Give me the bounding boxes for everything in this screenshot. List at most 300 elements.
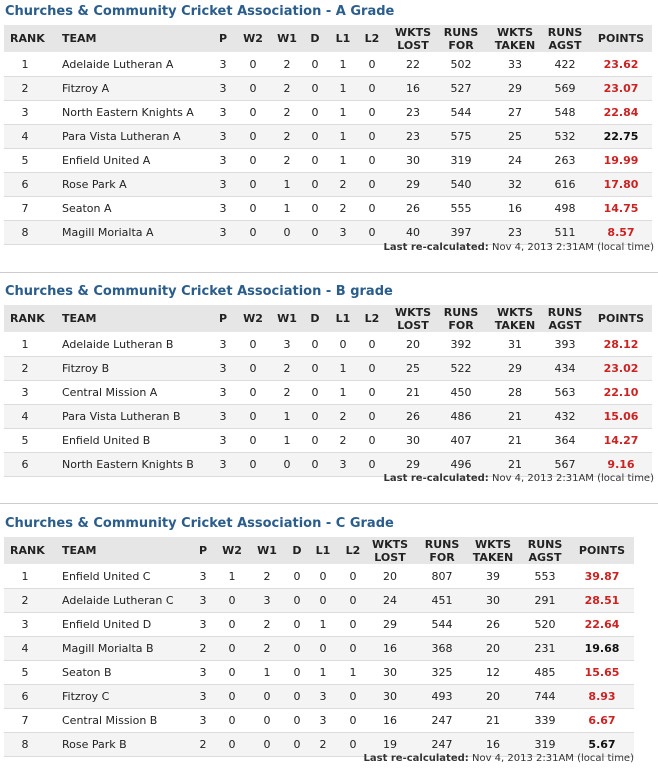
column-header-p[interactable]: P — [198, 544, 208, 557]
draw-cell: 0 — [311, 386, 319, 399]
played-cell: 3 — [219, 458, 227, 471]
draw-cell: 0 — [311, 458, 319, 471]
rank-cell: 4 — [21, 130, 29, 143]
section-title: Churches & Community Cricket Association - A Grade — [5, 4, 395, 19]
wkts-lost-cell: 23 — [406, 130, 420, 143]
column-header-runs-agst[interactable] — [525, 538, 565, 564]
w1-cell: 3 — [263, 594, 271, 607]
l1-cell: 3 — [339, 226, 347, 239]
w2-cell: 0 — [228, 666, 236, 679]
w2-cell: 0 — [249, 226, 257, 239]
w2-cell: 0 — [249, 58, 257, 71]
table-row — [4, 125, 652, 149]
points-cell: 8.93 — [588, 690, 616, 703]
l2-cell: 0 — [368, 458, 376, 471]
l2-cell: 0 — [368, 386, 376, 399]
points-cell: 14.27 — [603, 434, 639, 447]
column-header-points[interactable]: POINTS — [578, 544, 626, 557]
points-cell: 28.12 — [603, 338, 639, 351]
team-name: Rose Park A — [62, 178, 127, 191]
last-recalculated — [364, 753, 634, 764]
wkts-lost-cell: 24 — [383, 594, 397, 607]
column-header-wkts-lost[interactable] — [394, 26, 432, 52]
runs-agst-cell: 364 — [554, 434, 576, 447]
played-cell: 3 — [219, 154, 227, 167]
runs-agst-cell: 231 — [534, 642, 556, 655]
w1-cell: 0 — [263, 738, 271, 751]
w2-cell: 0 — [249, 434, 257, 447]
draw-cell: 0 — [293, 690, 301, 703]
rank-cell: 5 — [21, 666, 29, 679]
points-cell: 22.10 — [603, 386, 639, 399]
table-row — [4, 53, 652, 77]
points-cell: 8.57 — [607, 226, 635, 239]
wkts-taken-cell: 16 — [486, 738, 500, 751]
column-header-line: RUNS — [424, 538, 460, 551]
played-cell: 3 — [219, 226, 227, 239]
runs-for-cell: 544 — [450, 106, 472, 119]
wkts-taken-cell: 12 — [486, 666, 500, 679]
column-header-l2[interactable]: L2 — [364, 32, 380, 45]
rank-cell: 3 — [21, 386, 29, 399]
played-cell: 3 — [219, 386, 227, 399]
w1-cell: 1 — [283, 410, 291, 423]
played-cell: 3 — [219, 338, 227, 351]
played-cell: 3 — [219, 434, 227, 447]
table-row — [4, 381, 652, 405]
column-header-points[interactable]: POINTS — [597, 312, 645, 325]
column-header-w1[interactable]: W1 — [257, 544, 277, 557]
l1-cell: 1 — [339, 154, 347, 167]
runs-for-cell: 540 — [450, 178, 472, 191]
wkts-taken-cell: 21 — [486, 714, 500, 727]
draw-cell: 0 — [311, 58, 319, 71]
runs-agst-cell: 520 — [534, 618, 556, 631]
l1-cell: 2 — [319, 738, 327, 751]
l2-cell: 0 — [368, 82, 376, 95]
runs-for-cell: 555 — [450, 202, 472, 215]
runs-for-cell: 486 — [450, 410, 472, 423]
table-row — [4, 77, 652, 101]
played-cell: 3 — [219, 106, 227, 119]
column-header-p[interactable]: P — [218, 32, 228, 45]
w2-cell: 0 — [249, 154, 257, 167]
played-cell: 3 — [219, 410, 227, 423]
runs-for-cell: 451 — [431, 594, 453, 607]
points-cell: 39.87 — [584, 570, 620, 583]
l1-cell: 2 — [339, 202, 347, 215]
played-cell: 3 — [199, 666, 207, 679]
last-recalculated-label: Last re-calculated: — [363, 753, 469, 764]
table-row — [4, 333, 652, 357]
runs-for-cell: 493 — [431, 690, 453, 703]
w1-cell: 2 — [283, 130, 291, 143]
runs-agst-cell: 339 — [534, 714, 556, 727]
l2-cell: 0 — [349, 714, 357, 727]
runs-agst-cell: 569 — [554, 82, 576, 95]
l1-cell: 1 — [319, 618, 327, 631]
runs-for-cell: 247 — [431, 738, 453, 751]
draw-cell: 0 — [311, 154, 319, 167]
l1-cell: 0 — [319, 594, 327, 607]
w2-cell: 1 — [228, 570, 236, 583]
w1-cell: 1 — [283, 202, 291, 215]
draw-cell: 0 — [293, 666, 301, 679]
played-cell: 3 — [199, 690, 207, 703]
column-header-line: AGST — [528, 551, 562, 564]
team-name: Para Vista Lutheran A — [62, 130, 181, 143]
w1-cell: 2 — [283, 58, 291, 71]
wkts-lost-cell: 29 — [383, 618, 397, 631]
wkts-taken-cell: 27 — [508, 106, 522, 119]
played-cell: 3 — [219, 178, 227, 191]
rank-cell: 6 — [21, 458, 29, 471]
points-cell: 6.67 — [588, 714, 616, 727]
runs-for-cell: 407 — [450, 434, 472, 447]
column-header-l2[interactable]: L2 — [364, 312, 380, 325]
team-name: Fitzroy B — [62, 362, 110, 375]
played-cell: 3 — [219, 202, 227, 215]
l2-cell: 0 — [368, 338, 376, 351]
column-header-line: WKTS — [474, 538, 512, 551]
team-name: Central Mission B — [62, 714, 158, 727]
wkts-taken-cell: 16 — [508, 202, 522, 215]
rank-cell: 8 — [21, 226, 29, 239]
played-cell: 3 — [219, 82, 227, 95]
column-header-w2[interactable]: W2 — [243, 312, 263, 325]
column-header-line: TAKEN — [494, 39, 536, 52]
table-row — [4, 101, 652, 125]
column-header-line: FOR — [448, 39, 474, 52]
wkts-lost-cell: 20 — [383, 570, 397, 583]
wkts-taken-cell: 24 — [508, 154, 522, 167]
wkts-taken-cell: 26 — [486, 618, 500, 631]
rank-cell: 6 — [21, 690, 29, 703]
w2-cell: 0 — [228, 642, 236, 655]
runs-for-cell: 325 — [431, 666, 453, 679]
runs-for-cell: 319 — [450, 154, 472, 167]
column-header-w1[interactable]: W1 — [277, 312, 297, 325]
runs-for-cell: 502 — [450, 58, 472, 71]
column-header-d[interactable]: D — [292, 544, 302, 557]
points-cell: 28.51 — [584, 594, 620, 607]
table-row — [4, 197, 652, 221]
l1-cell: 0 — [339, 338, 347, 351]
column-header-line: RUNS — [547, 306, 583, 319]
team-name: Fitzroy A — [62, 82, 110, 95]
table-row — [4, 565, 634, 589]
column-header-p[interactable]: P — [218, 312, 228, 325]
column-header-wkts-taken[interactable] — [490, 306, 540, 332]
wkts-lost-cell: 30 — [406, 434, 420, 447]
column-header-line: LOST — [397, 319, 429, 332]
column-header-l1[interactable]: L1 — [335, 32, 351, 45]
w2-cell: 0 — [249, 386, 257, 399]
points-cell: 22.84 — [603, 106, 639, 119]
wkts-lost-cell: 40 — [406, 226, 420, 239]
column-header-rank[interactable]: RANK — [10, 544, 45, 557]
rank-cell: 3 — [21, 106, 29, 119]
draw-cell: 0 — [311, 82, 319, 95]
column-header-line: RUNS — [527, 538, 563, 551]
l1-cell: 3 — [339, 458, 347, 471]
l2-cell: 0 — [368, 178, 376, 191]
team-name: Enfield United C — [62, 570, 151, 583]
wkts-lost-cell: 16 — [383, 642, 397, 655]
team-name: Magill Morialta A — [62, 226, 154, 239]
w1-cell: 2 — [263, 618, 271, 631]
wkts-taken-cell: 31 — [508, 338, 522, 351]
wkts-taken-cell: 23 — [508, 226, 522, 239]
w2-cell: 0 — [249, 82, 257, 95]
l2-cell: 0 — [349, 594, 357, 607]
points-cell: 19.99 — [603, 154, 639, 167]
points-cell: 17.80 — [603, 178, 639, 191]
runs-agst-cell: 422 — [554, 58, 576, 71]
rank-cell: 2 — [21, 82, 29, 95]
l2-cell: 0 — [368, 434, 376, 447]
draw-cell: 0 — [311, 338, 319, 351]
draw-cell: 0 — [311, 362, 319, 375]
w2-cell: 0 — [249, 458, 257, 471]
column-header-line: FOR — [429, 551, 455, 564]
wkts-taken-cell: 21 — [508, 410, 522, 423]
column-header-w1[interactable]: W1 — [277, 32, 297, 45]
column-header-wkts-lost[interactable] — [371, 538, 409, 564]
w2-cell: 0 — [228, 594, 236, 607]
column-header-runs-for[interactable] — [441, 26, 481, 52]
section-divider — [0, 272, 658, 273]
wkts-lost-cell: 30 — [406, 154, 420, 167]
wkts-taken-cell: 32 — [508, 178, 522, 191]
points-cell: 23.02 — [603, 362, 639, 375]
runs-agst-cell: 291 — [534, 594, 556, 607]
draw-cell: 0 — [311, 434, 319, 447]
l2-cell: 0 — [349, 690, 357, 703]
l1-cell: 1 — [319, 666, 327, 679]
table-row — [4, 149, 652, 173]
points-cell: 15.06 — [603, 410, 639, 423]
w2-cell: 0 — [249, 106, 257, 119]
column-header-line: TAKEN — [472, 551, 514, 564]
l2-cell: 0 — [368, 362, 376, 375]
table-row — [4, 405, 652, 429]
w2-cell: 0 — [249, 362, 257, 375]
played-cell: 3 — [199, 594, 207, 607]
team-name: Magill Morialta B — [62, 642, 154, 655]
column-header-l1[interactable]: L1 — [315, 544, 331, 557]
w1-cell: 1 — [283, 178, 291, 191]
column-header-wkts-taken[interactable] — [468, 538, 518, 564]
wkts-lost-cell: 16 — [383, 714, 397, 727]
rank-cell: 1 — [21, 570, 29, 583]
wkts-lost-cell: 29 — [406, 458, 420, 471]
column-header-wkts-lost[interactable] — [394, 306, 432, 332]
l1-cell: 2 — [339, 178, 347, 191]
draw-cell: 0 — [311, 226, 319, 239]
column-header-team[interactable]: TEAM — [62, 312, 97, 325]
column-header-wkts-taken[interactable] — [490, 26, 540, 52]
rank-cell: 6 — [21, 178, 29, 191]
points-cell: 19.68 — [584, 642, 620, 655]
table-row — [4, 637, 634, 661]
played-cell: 3 — [199, 618, 207, 631]
wkts-taken-cell: 29 — [508, 82, 522, 95]
table-row — [4, 357, 652, 381]
column-header-rank[interactable]: RANK — [10, 32, 45, 45]
points-cell: 15.65 — [584, 666, 620, 679]
draw-cell: 0 — [311, 410, 319, 423]
rank-cell: 1 — [21, 58, 29, 71]
column-header-runs-for[interactable] — [422, 538, 462, 564]
column-header-line: RUNS — [547, 26, 583, 39]
team-name: Para Vista Lutheran B — [62, 410, 181, 423]
section-title: Churches & Community Cricket Association - B grade — [5, 284, 393, 299]
l2-cell: 0 — [368, 58, 376, 71]
wkts-lost-cell: 21 — [406, 386, 420, 399]
team-name: Adelaide Lutheran B — [62, 338, 174, 351]
runs-for-cell: 392 — [450, 338, 472, 351]
runs-for-cell: 368 — [431, 642, 453, 655]
wkts-lost-cell: 26 — [406, 410, 420, 423]
last-recalculated-label: Last re-calculated: — [383, 473, 489, 484]
column-header-d[interactable]: D — [310, 32, 320, 45]
rank-cell: 4 — [21, 410, 29, 423]
last-recalculated-value: Nov 4, 2013 2:31AM (local time) — [491, 242, 654, 253]
l2-cell: 0 — [368, 130, 376, 143]
points-cell: 23.62 — [603, 58, 639, 71]
section-divider — [0, 503, 658, 504]
l2-cell: 0 — [349, 642, 357, 655]
l1-cell: 1 — [339, 386, 347, 399]
column-header-l1[interactable]: L1 — [335, 312, 351, 325]
table-row — [4, 661, 634, 685]
team-name: Enfield United A — [62, 154, 151, 167]
last-recalculated-label: Last re-calculated: — [383, 242, 489, 253]
wkts-taken-cell: 30 — [486, 594, 500, 607]
runs-for-cell: 527 — [450, 82, 472, 95]
column-header-line: TAKEN — [494, 319, 536, 332]
l2-cell: 0 — [349, 570, 357, 583]
wkts-lost-cell: 26 — [406, 202, 420, 215]
runs-for-cell: 575 — [450, 130, 472, 143]
w1-cell: 2 — [263, 642, 271, 655]
w2-cell: 0 — [228, 738, 236, 751]
runs-for-cell: 450 — [450, 386, 472, 399]
column-header-w2[interactable]: W2 — [222, 544, 242, 557]
rank-cell: 5 — [21, 434, 29, 447]
w1-cell: 0 — [283, 226, 291, 239]
played-cell: 2 — [199, 738, 207, 751]
column-header-d[interactable]: D — [310, 312, 320, 325]
column-header-team[interactable]: TEAM — [62, 544, 97, 557]
w1-cell: 1 — [283, 434, 291, 447]
column-header-line: FOR — [448, 319, 474, 332]
column-header-w2[interactable]: W2 — [243, 32, 263, 45]
team-name: Seaton A — [62, 202, 112, 215]
column-header-line: RUNS — [443, 26, 479, 39]
wkts-lost-cell: 22 — [406, 58, 420, 71]
table-row — [4, 429, 652, 453]
draw-cell: 0 — [311, 202, 319, 215]
wkts-taken-cell: 20 — [486, 690, 500, 703]
w2-cell: 0 — [249, 410, 257, 423]
team-name: North Eastern Knights B — [62, 458, 194, 471]
l2-cell: 0 — [368, 154, 376, 167]
l2-cell: 0 — [368, 106, 376, 119]
w1-cell: 0 — [263, 714, 271, 727]
played-cell: 3 — [219, 130, 227, 143]
runs-agst-cell: 485 — [534, 666, 556, 679]
runs-for-cell: 247 — [431, 714, 453, 727]
column-header-runs-agst[interactable] — [545, 306, 585, 332]
draw-cell: 0 — [311, 130, 319, 143]
column-header-rank[interactable]: RANK — [10, 312, 45, 325]
table-header — [4, 537, 634, 564]
rank-cell: 5 — [21, 154, 29, 167]
table-row — [4, 173, 652, 197]
w2-cell: 0 — [249, 178, 257, 191]
w1-cell: 0 — [263, 690, 271, 703]
w1-cell: 3 — [283, 338, 291, 351]
column-header-line: LOST — [374, 551, 406, 564]
w2-cell: 0 — [249, 202, 257, 215]
column-header-runs-for[interactable] — [441, 306, 481, 332]
last-recalculated-value: Nov 4, 2013 2:31AM (local time) — [491, 473, 654, 484]
team-name: Enfield United B — [62, 434, 151, 447]
runs-agst-cell: 434 — [554, 362, 576, 375]
runs-agst-cell: 616 — [554, 178, 576, 191]
runs-agst-cell: 548 — [554, 106, 576, 119]
w1-cell: 2 — [283, 154, 291, 167]
runs-agst-cell: 498 — [554, 202, 576, 215]
wkts-lost-cell: 20 — [406, 338, 420, 351]
rank-cell: 8 — [21, 738, 29, 751]
column-header-l2[interactable]: L2 — [345, 544, 361, 557]
draw-cell: 0 — [293, 594, 301, 607]
l2-cell: 0 — [368, 202, 376, 215]
l2-cell: 1 — [349, 666, 357, 679]
wkts-lost-cell: 30 — [383, 690, 397, 703]
w1-cell: 2 — [283, 386, 291, 399]
runs-agst-cell: 393 — [554, 338, 576, 351]
points-cell: 23.07 — [603, 82, 639, 95]
column-header-line: WKTS — [496, 26, 534, 39]
last-recalculated-value: Nov 4, 2013 2:31AM (local time) — [471, 753, 634, 764]
wkts-lost-cell: 25 — [406, 362, 420, 375]
column-header-line: LOST — [397, 39, 429, 52]
runs-agst-cell: 532 — [554, 130, 576, 143]
draw-cell: 0 — [311, 106, 319, 119]
rank-cell: 7 — [21, 714, 29, 727]
l2-cell: 0 — [368, 410, 376, 423]
column-header-line: WKTS — [371, 538, 409, 551]
column-header-line: WKTS — [394, 26, 432, 39]
w2-cell: 0 — [249, 130, 257, 143]
l2-cell: 0 — [349, 618, 357, 631]
l1-cell: 3 — [319, 714, 327, 727]
draw-cell: 0 — [311, 178, 319, 191]
w2-cell: 0 — [249, 338, 257, 351]
column-header-points[interactable]: POINTS — [597, 32, 645, 45]
draw-cell: 0 — [293, 618, 301, 631]
table-row — [4, 613, 634, 637]
column-header-team[interactable]: TEAM — [62, 32, 97, 45]
points-cell: 22.64 — [584, 618, 620, 631]
wkts-taken-cell: 33 — [508, 58, 522, 71]
w1-cell: 1 — [263, 666, 271, 679]
column-header-runs-agst[interactable] — [545, 26, 585, 52]
